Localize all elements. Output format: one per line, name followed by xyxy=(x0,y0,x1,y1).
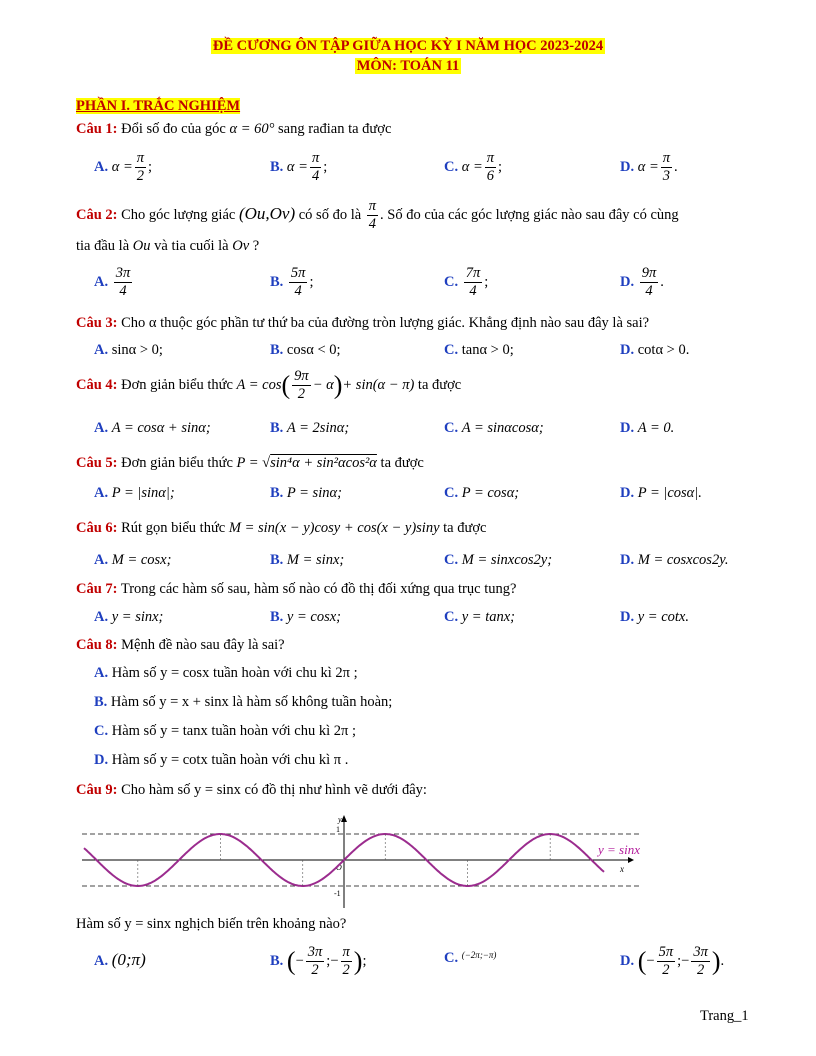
q5-option-a[interactable]: A. P = |sinα|; xyxy=(94,485,175,501)
question-1: Câu 1: Đổi số đo của góc α = 60° sang rađian ta được xyxy=(76,121,392,137)
x-axis-arrow xyxy=(628,857,634,863)
question-7: Câu 7: Trong các hàm số sau, hàm số nào có đồ thị đối xứng qua trục tung? xyxy=(76,581,517,597)
q4-option-c[interactable]: C. A = sinαcosα; xyxy=(444,420,544,436)
q8-option-d[interactable]: D. Hàm số y = cotx tuần hoàn với chu kì π . xyxy=(94,752,349,768)
q8-option-a[interactable]: A. Hàm số y = cosx tuần hoàn với chu kì 2π ; xyxy=(94,665,358,681)
q9-option-b[interactable]: B. (− $\frac{3\pi}{2}$ ;− $\frac{\pi}{2}$ ); xyxy=(270,944,367,978)
q6-option-a[interactable]: A. M = cosx; xyxy=(94,552,172,568)
question-5: Câu 5: Đơn giản biểu thức P = √sin⁴α + sin²αcos²α ta được xyxy=(76,455,424,471)
q3-option-a[interactable]: A. sinα > 0; xyxy=(94,342,163,358)
q6-option-d[interactable]: D. M = cosxcos2y. xyxy=(620,552,729,568)
q1-option-c[interactable]: C. α = $\frac{\pi}{6}$ ; xyxy=(444,150,503,184)
q2-option-a[interactable]: A. $\frac{3\pi}{4}$ xyxy=(94,265,131,299)
q3-option-b[interactable]: B. cosα < 0; xyxy=(270,342,341,358)
q8-option-c[interactable]: C. Hàm số y = tanx tuần hoàn với chu kì 2π ; xyxy=(94,723,356,739)
q2-option-c[interactable]: C. $\frac{7\pi}{4}$ ; xyxy=(444,265,489,299)
q4-option-b[interactable]: B. A = 2sinα; xyxy=(270,420,350,436)
q3-option-d[interactable]: D. cotα > 0. xyxy=(620,342,690,358)
y-minus-one-label: -1 xyxy=(334,889,341,898)
q9-option-d[interactable]: D. (− $\frac{5\pi}{2}$ ;− $\frac{3\pi}{2}$ ). xyxy=(620,944,725,978)
q2-option-d[interactable]: D. $\frac{9\pi}{4}$ . xyxy=(620,265,664,299)
q5-option-c[interactable]: C. P = cosα; xyxy=(444,485,520,501)
question-8: Câu 8: Mệnh đề nào sau đây là sai? xyxy=(76,637,285,653)
doc-title: ĐỀ CƯƠNG ÔN TẬP GIỮA HỌC KỲ I NĂM HỌC 2023-2024 xyxy=(212,38,604,54)
section-title: PHẦN I. TRẮC NGHIỆM xyxy=(76,98,241,114)
question-2: Câu 2: Cho góc lượng giác (Ou,Ov) có số đo là $\frac{\pi}{4}$ . Số đo của các góc lượng giác nào sau đây có cùng xyxy=(76,198,679,232)
q7-option-b[interactable]: B. y = cosx; xyxy=(270,609,341,625)
origin-label: O xyxy=(336,863,342,872)
q4-option-d[interactable]: D. A = 0. xyxy=(620,420,675,436)
question-4: Câu 4: Đơn giản biểu thức A = cos( $\frac{9\pi}{2}$ − α)+ sin(α − π) ta được xyxy=(76,368,462,402)
q1-option-a[interactable]: A. α = $\frac{\pi}{2}$ ; xyxy=(94,150,153,184)
q5-option-b[interactable]: B. P = sinα; xyxy=(270,485,342,501)
question-6: Câu 6: Rút gọn biểu thức M = sin(x − y)cosy + cos(x − y)siny ta được xyxy=(76,520,487,536)
q4-option-a[interactable]: A. A = cosα + sinα; xyxy=(94,420,211,436)
y-axis-label: y xyxy=(338,815,342,824)
q6-option-c[interactable]: C. M = sinxcos2y; xyxy=(444,552,553,568)
question-2-line2: tia đầu là Ou và tia cuối là Ov ? xyxy=(76,238,260,254)
y-one-label: 1 xyxy=(336,825,340,834)
q9-option-a[interactable]: A. (0;π) xyxy=(94,950,146,969)
curve-label: y = sinx xyxy=(598,842,640,857)
question-9: Câu 9: Cho hàm số y = sinx có đồ thị như hình vẽ dưới đây: xyxy=(76,782,427,798)
question-3: Câu 3: Cho α thuộc góc phần tư thứ ba của đường tròn lượng giác. Khẳng định nào sau đây là sai? xyxy=(76,315,650,331)
page-footer: Trang_1 xyxy=(700,1008,749,1024)
q1-option-b[interactable]: B. α = $\frac{\pi}{4}$ ; xyxy=(270,150,328,184)
q7-option-c[interactable]: C. y = tanx; xyxy=(444,609,515,625)
q7-option-d[interactable]: D. y = cotx. xyxy=(620,609,689,625)
question-9-ask: Hàm số y = sinx nghịch biến trên khoảng nào? xyxy=(76,916,347,932)
doc-subject: MÔN: TOÁN 11 xyxy=(356,58,460,74)
q6-option-b[interactable]: B. M = sinx; xyxy=(270,552,345,568)
q2-option-b[interactable]: B. $\frac{5\pi}{4}$ ; xyxy=(270,265,314,299)
q7-option-a[interactable]: A. y = sinx; xyxy=(94,609,164,625)
q9-option-c[interactable]: C. $^{(-2\pi;-\pi)}$ xyxy=(444,950,497,966)
q1-option-d[interactable]: D. α = $\frac{\pi}{3}$ . xyxy=(620,150,678,184)
x-axis-label: x xyxy=(620,864,624,874)
y-axis-arrow xyxy=(341,815,347,822)
sine-graph xyxy=(76,812,656,912)
q5-option-d[interactable]: D. P = |cosα|. xyxy=(620,485,702,501)
q8-option-b[interactable]: B. Hàm số y = x + sinx là hàm số không tuần hoàn; xyxy=(94,694,393,710)
q3-option-c[interactable]: C. tanα > 0; xyxy=(444,342,514,358)
